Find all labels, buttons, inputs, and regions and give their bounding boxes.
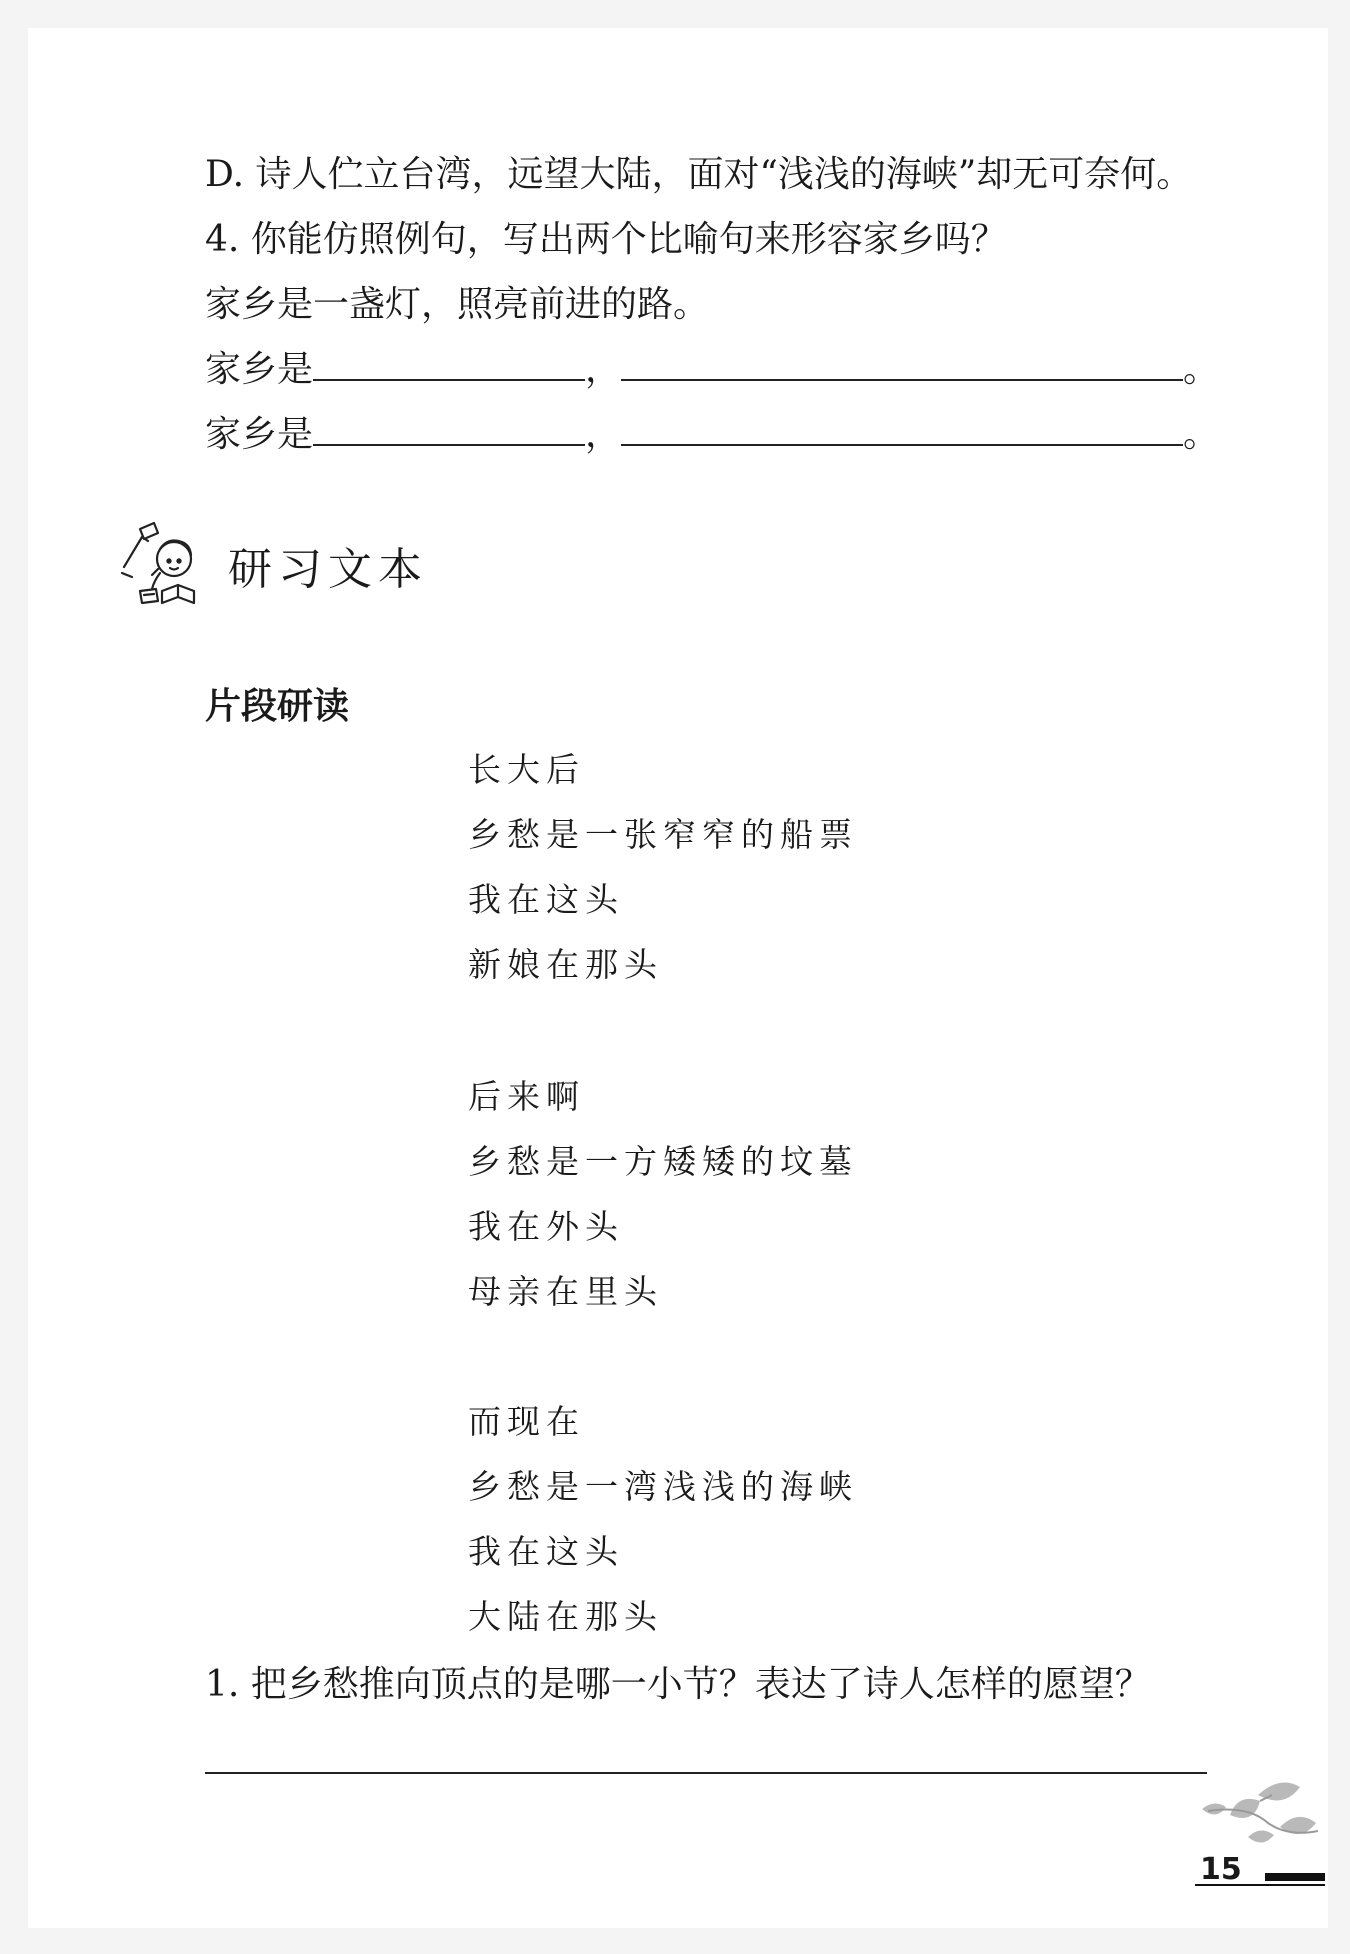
poem-line: 乡愁是一湾浅浅的海峡 — [468, 1467, 858, 1506]
leaf-decoration-icon — [1188, 1765, 1328, 1865]
question-4-text: 4. 你能仿照例句，写出两个比喻句来形容家乡吗？ — [205, 219, 1007, 260]
section-title: 研习文本 — [228, 544, 428, 595]
comma: ， — [585, 414, 622, 455]
period: 。 — [1183, 414, 1220, 455]
comma: ， — [585, 349, 622, 390]
fill-line-2 — [205, 410, 1219, 460]
poem-line: 长大后 — [468, 750, 585, 789]
poem-line: 乡愁是一方矮矮的坟墓 — [468, 1142, 858, 1181]
answer-blank[interactable] — [621, 349, 1183, 381]
poem-line: 母亲在里头 — [468, 1272, 663, 1311]
example-sentence: 家乡是一盏灯，照亮前进的路。 — [205, 284, 710, 325]
poem-line: 我在外头 — [468, 1207, 624, 1246]
poem-line: 而现在 — [468, 1402, 585, 1441]
poem-line: 我在这头 — [468, 880, 624, 919]
period: 。 — [1183, 349, 1220, 390]
fill-prefix: 家乡是 — [205, 414, 314, 455]
page-number: 15 — [1200, 1852, 1242, 1887]
poem-line: 乡愁是一张窄窄的船票 — [468, 815, 858, 854]
question-1-text: 1. 把乡愁推向顶点的是哪一小节？表达了诗人怎样的愿望？ — [205, 1664, 1151, 1705]
answer-line[interactable] — [205, 1772, 1207, 1774]
fill-line-1 — [205, 345, 1219, 395]
answer-blank[interactable] — [621, 414, 1183, 446]
poem-line: 我在这头 — [468, 1532, 624, 1571]
page-number-bar — [1265, 1873, 1325, 1881]
option-d-text: D. 诗人伫立台湾，远望大陆，面对“浅浅的海峡”却无可奈何。 — [205, 154, 1193, 195]
answer-blank[interactable] — [313, 349, 585, 381]
poem-line: 新娘在那头 — [468, 945, 663, 984]
subheading: 片段研读 — [205, 686, 350, 727]
studying-child-icon — [118, 515, 218, 615]
section-header — [118, 505, 428, 625]
page-number-rule — [1195, 1884, 1325, 1886]
fill-prefix: 家乡是 — [205, 349, 314, 390]
poem-line: 大陆在那头 — [468, 1597, 663, 1636]
answer-blank[interactable] — [313, 414, 585, 446]
poem-line: 后来啊 — [468, 1077, 585, 1116]
